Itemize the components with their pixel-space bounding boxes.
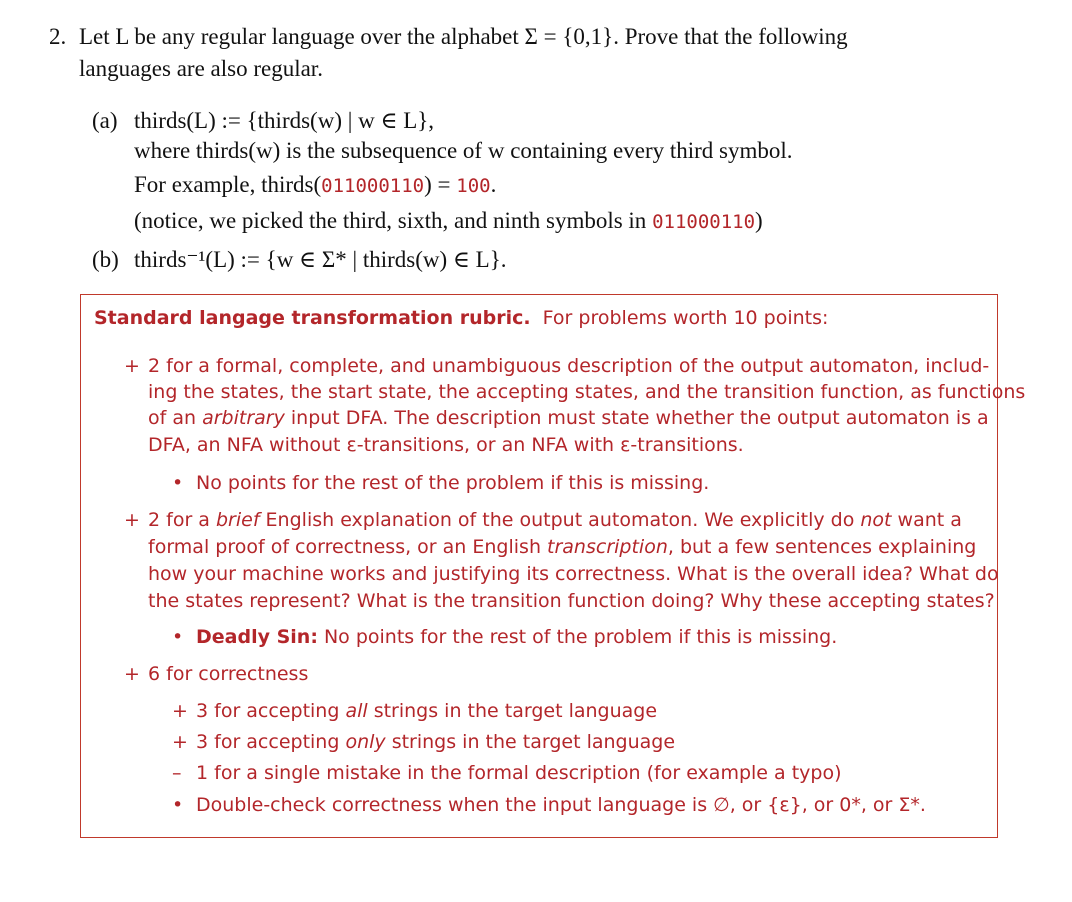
item2-l2-post: , but a few sentences explaining: [667, 536, 977, 558]
item3-s1-sign: +: [172, 700, 188, 722]
rubric-intro: For problems worth 10 points:: [542, 307, 829, 329]
part-a-notice: [134, 208, 763, 234]
part-b-label: (b): [92, 247, 119, 272]
s1-post: strings in the target language: [367, 700, 658, 722]
deadly-sin-label: Deadly Sin:: [196, 626, 318, 648]
item3-s2: [196, 731, 675, 753]
item2-l1-post: want a: [891, 509, 962, 531]
example-mid: ) =: [424, 172, 457, 197]
item3-s3-sign: –: [172, 762, 182, 784]
part-a-definition: thirds(L) := {thirds(w) | w ∈ L},: [134, 108, 435, 133]
item1-sub-bullet: •: [172, 472, 184, 494]
problem-number: 2.: [49, 24, 67, 49]
example-output: 100: [456, 175, 491, 197]
item1-line-1: 2 for a formal, complete, and unambiguous description of the output automaton, includ-: [148, 355, 990, 377]
item3-label: 6 for correctness: [148, 663, 309, 685]
item3-s4: Double-check correctness when the input language is ∅, or {ε}, or 0*, or Σ*.: [196, 794, 926, 816]
item3-s2-sign: +: [172, 731, 188, 753]
item1-l3-pre: of an: [148, 407, 203, 429]
problem-line-1: Let L be any regular language over the alphabet Σ = {0,1}. Prove that the following: [79, 24, 848, 49]
item3-sign: +: [124, 663, 140, 685]
item3-s1: [196, 700, 657, 722]
rubric-title: Standard langage transformation rubric.: [94, 307, 531, 329]
item2-l1-em2: not: [860, 509, 892, 531]
item2-line-3: how your machine works and justifying its correctness. What is the overall idea? What do: [148, 563, 999, 585]
rubric-header: [94, 307, 828, 329]
notice-prefix: (notice, we picked the third, sixth, and ninth symbols in: [134, 208, 653, 233]
item2-l1-pre: 2 for a: [148, 509, 216, 531]
item3-s4-bullet: •: [172, 794, 184, 816]
s1-pre: 3 for accepting: [196, 700, 346, 722]
item1-l3-em: arbitrary: [202, 407, 285, 429]
item1-sign: +: [124, 355, 140, 377]
part-a-label: (a): [92, 108, 118, 133]
example-prefix: For example, thirds(: [134, 172, 322, 197]
item1-sub: No points for the rest of the problem if this is missing.: [196, 472, 710, 494]
item1-line-2: ing the states, the start state, the accepting states, and the transition function, as functions: [148, 381, 1026, 403]
item2-l2-pre: formal proof of correctness, or an English: [148, 536, 548, 558]
item2-line-2: [148, 536, 976, 558]
item1-l3-post: input DFA. The description must state whether the output automaton is a: [284, 407, 989, 429]
item2-sub-bullet: •: [172, 626, 184, 648]
problem-line-2: languages are also regular.: [79, 56, 323, 81]
item2-l2-em: transcription: [547, 536, 668, 558]
example-end: .: [490, 172, 497, 197]
example-input: 011000110: [321, 175, 425, 197]
notice-string: 011000110: [652, 211, 756, 233]
item2-sub: [196, 626, 837, 648]
s2-em: only: [345, 731, 386, 753]
item3-s3: 1 for a single mistake in the formal description (for example a typo): [196, 762, 842, 784]
part-a-where: where thirds(w) is the subsequence of w containing every third symbol.: [134, 138, 793, 163]
item2-line-4: the states represent? What is the transition function doing? Why these accepting states?: [148, 590, 995, 612]
notice-end: ): [755, 208, 763, 233]
item2-line-1: [148, 509, 962, 531]
item2-l1-mid: English explanation of the output automaton. We explicitly do: [259, 509, 861, 531]
item2-sub-rest: No points for the rest of the problem if this is missing.: [317, 626, 838, 648]
item1-line-3: [148, 407, 989, 429]
s2-pre: 3 for accepting: [196, 731, 346, 753]
item1-line-4: DFA, an NFA without ε-transitions, or an NFA with ε-transitions.: [148, 434, 744, 456]
item2-l1-em: brief: [215, 509, 260, 531]
item2-sign: +: [124, 509, 140, 531]
s2-post: strings in the target language: [385, 731, 676, 753]
part-a-example: [134, 172, 496, 198]
part-b-definition: thirds⁻¹(L) := {w ∈ Σ* | thirds(w) ∈ L}.: [134, 247, 507, 272]
s1-em: all: [345, 700, 368, 722]
